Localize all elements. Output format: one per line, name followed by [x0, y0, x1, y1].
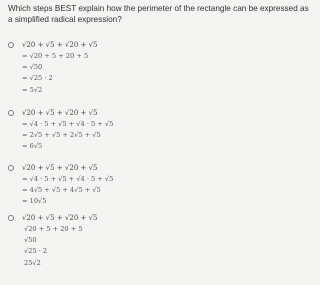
option-a-step-1: = √20 + 5 + 20 + 5: [22, 52, 89, 60]
option-a-expression: √20 + √5 + √20 + √5: [22, 41, 98, 49]
option-a-steps: [22, 51, 314, 96]
option-b-step-2: = 2√5 + √5 + 2√5 + √5: [22, 131, 101, 140]
option-d-steps: [8, 224, 314, 269]
radio-button-d[interactable]: [8, 215, 14, 221]
option-a-step-2: = √50: [22, 63, 43, 72]
option-d-expression: √20 + √5 + √20 + √5: [22, 214, 98, 222]
answer-option-a[interactable]: [8, 39, 314, 96]
answer-option-d[interactable]: [8, 212, 314, 269]
option-c-steps: [22, 174, 314, 208]
option-d-header-row[interactable]: [8, 212, 314, 224]
option-b-step-3: = 6√5: [22, 142, 43, 151]
option-d-step-3: √25 · 2: [24, 247, 48, 256]
answer-option-b[interactable]: [8, 107, 314, 153]
option-a-header-row[interactable]: [8, 39, 314, 51]
option-b-step-1: = √4 · 5 + √5 + √4 · 5 + √5: [22, 120, 114, 128]
radio-button-c[interactable]: [8, 165, 14, 171]
option-d-step-4: 25√2: [24, 258, 41, 267]
option-c-step-1: = √4 · 5 + √5 + √4 · 5 + √5: [22, 175, 114, 183]
option-c-header-row[interactable]: [8, 162, 314, 174]
answer-option-c[interactable]: [8, 162, 314, 208]
option-c-step-2: = 4√5 + √5 + 4√5 + √5: [22, 186, 101, 195]
radio-button-a[interactable]: [8, 42, 14, 48]
option-d-step-2: √50: [24, 236, 37, 245]
option-c-step-3: = 10√5: [22, 197, 47, 206]
radio-button-b[interactable]: [8, 110, 14, 116]
option-a-step-4: = 5√2: [22, 85, 43, 94]
option-b-expression: √20 + √5 + √20 + √5: [22, 109, 98, 117]
question-text: Which steps BEST explain how the perimeter of the rectangle can be expressed as a simplified radical expression?: [8, 4, 309, 24]
option-c-expression: √20 + √5 + √20 + √5: [22, 164, 98, 172]
option-d-step-1: √20 + 5 + 20 + 5: [24, 225, 83, 233]
option-b-steps: [22, 119, 314, 153]
option-a-step-3: = √25 · 2: [22, 74, 53, 83]
option-b-header-row[interactable]: [8, 107, 314, 119]
